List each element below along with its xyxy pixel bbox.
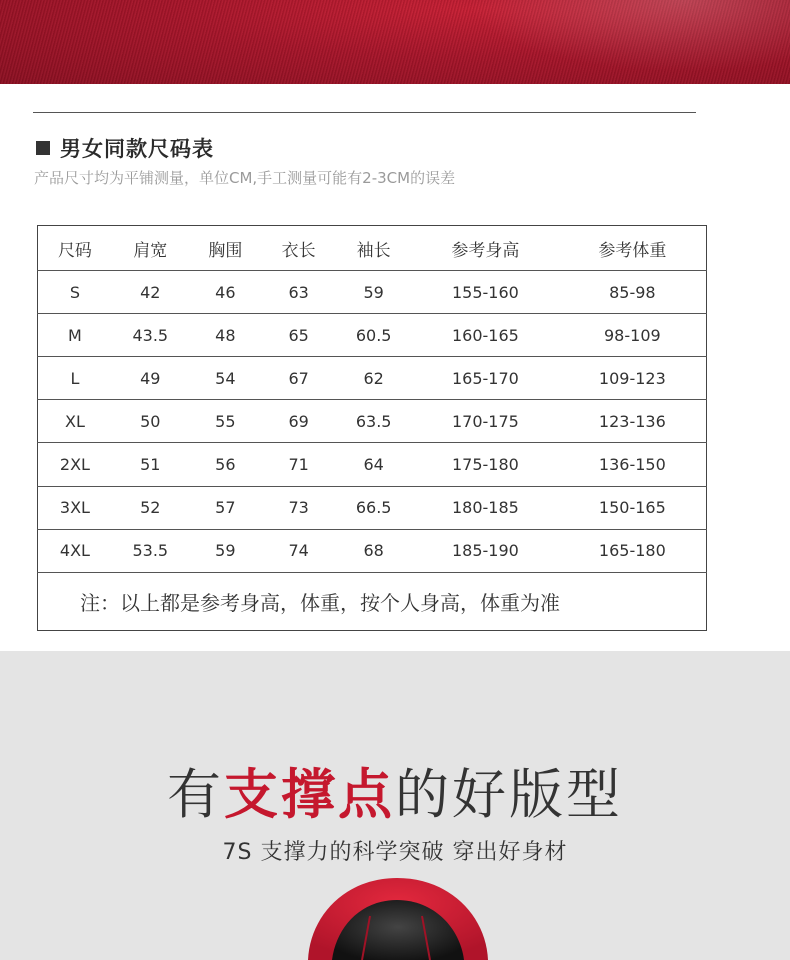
table-row bbox=[38, 486, 707, 529]
table-cell: 165-170 bbox=[412, 357, 559, 400]
table-cell: 59 bbox=[335, 271, 412, 314]
table-row bbox=[38, 314, 707, 357]
section-title: 男女同款尺码表 bbox=[60, 137, 214, 161]
table-cell: 54 bbox=[189, 357, 262, 400]
headline-text-before: 有 bbox=[167, 763, 224, 826]
table-cell: S bbox=[38, 271, 112, 314]
table-cell: 170-175 bbox=[412, 400, 559, 443]
table-cell: 56 bbox=[189, 443, 262, 486]
table-row bbox=[38, 357, 707, 400]
table-cell: 180-185 bbox=[412, 486, 559, 529]
divider-line bbox=[33, 112, 696, 113]
table-cell: 109-123 bbox=[559, 357, 707, 400]
table-row bbox=[38, 443, 707, 486]
table-row bbox=[38, 271, 707, 314]
hoodie-hood-image bbox=[300, 876, 495, 960]
table-cell: 74 bbox=[262, 529, 335, 572]
table-cell: 155-160 bbox=[412, 271, 559, 314]
headline-text-after: 的好版型 bbox=[395, 763, 623, 826]
table-cell: 69 bbox=[262, 400, 335, 443]
section-heading bbox=[36, 133, 214, 163]
table-cell: 42 bbox=[112, 271, 189, 314]
table-cell: 165-180 bbox=[559, 529, 707, 572]
headline-accent-text: 支撑点 bbox=[224, 763, 395, 826]
table-cell: 4XL bbox=[38, 529, 112, 572]
table-cell: 68 bbox=[335, 529, 412, 572]
table-cell: 185-190 bbox=[412, 529, 559, 572]
header-cell: 参考身高 bbox=[412, 226, 559, 271]
table-cell: 136-150 bbox=[559, 443, 707, 486]
table-cell: 55 bbox=[189, 400, 262, 443]
header-cell: 参考体重 bbox=[559, 226, 707, 271]
table-cell: 51 bbox=[112, 443, 189, 486]
table-cell: 46 bbox=[189, 271, 262, 314]
table-cell: 49 bbox=[112, 357, 189, 400]
table-cell: 57 bbox=[189, 486, 262, 529]
header-cell: 尺码 bbox=[38, 226, 112, 271]
table-cell: 66.5 bbox=[335, 486, 412, 529]
table-cell: 73 bbox=[262, 486, 335, 529]
table-cell: 59 bbox=[189, 529, 262, 572]
fabric-banner-image bbox=[0, 0, 790, 84]
promo-headline bbox=[0, 752, 790, 829]
table-cell: 160-165 bbox=[412, 314, 559, 357]
fabric-fold-highlight bbox=[430, 0, 790, 84]
header-cell: 肩宽 bbox=[112, 226, 189, 271]
size-chart-table bbox=[37, 225, 707, 631]
table-note: 注：以上都是参考身高，体重，按个人身高，体重为准 bbox=[80, 590, 560, 615]
table-cell: 65 bbox=[262, 314, 335, 357]
header-cell: 袖长 bbox=[335, 226, 412, 271]
table-cell: 150-165 bbox=[559, 486, 707, 529]
header-cell: 胸围 bbox=[189, 226, 262, 271]
table-cell: XL bbox=[38, 400, 112, 443]
table-cell: 67 bbox=[262, 357, 335, 400]
table-cell: 48 bbox=[189, 314, 262, 357]
table-cell: 98-109 bbox=[559, 314, 707, 357]
table-cell: 43.5 bbox=[112, 314, 189, 357]
table-cell: 85-98 bbox=[559, 271, 707, 314]
table-cell: 64 bbox=[335, 443, 412, 486]
section-subtitle: 产品尺寸均为平铺测量，单位CM,手工测量可能有2-3CM的误差 bbox=[34, 169, 456, 187]
table-cell: M bbox=[38, 314, 112, 357]
table-cell: 52 bbox=[112, 486, 189, 529]
table-cell: 123-136 bbox=[559, 400, 707, 443]
table-cell: 50 bbox=[112, 400, 189, 443]
table-cell: 175-180 bbox=[412, 443, 559, 486]
table-cell: 60.5 bbox=[335, 314, 412, 357]
table-cell: 63.5 bbox=[335, 400, 412, 443]
table-row bbox=[38, 529, 707, 572]
header-cell: 衣长 bbox=[262, 226, 335, 271]
promo-subline: 7S 支撑力的科学突破 穿出好身材 bbox=[222, 840, 568, 865]
table-row bbox=[38, 400, 707, 443]
table-cell: L bbox=[38, 357, 112, 400]
table-cell: 2XL bbox=[38, 443, 112, 486]
square-bullet-icon bbox=[36, 141, 50, 155]
table-header-row bbox=[38, 226, 707, 271]
table-cell: 71 bbox=[262, 443, 335, 486]
table-cell: 63 bbox=[262, 271, 335, 314]
table-cell: 53.5 bbox=[112, 529, 189, 572]
table-cell: 62 bbox=[335, 357, 412, 400]
table-note-row bbox=[38, 572, 707, 630]
table-cell: 3XL bbox=[38, 486, 112, 529]
